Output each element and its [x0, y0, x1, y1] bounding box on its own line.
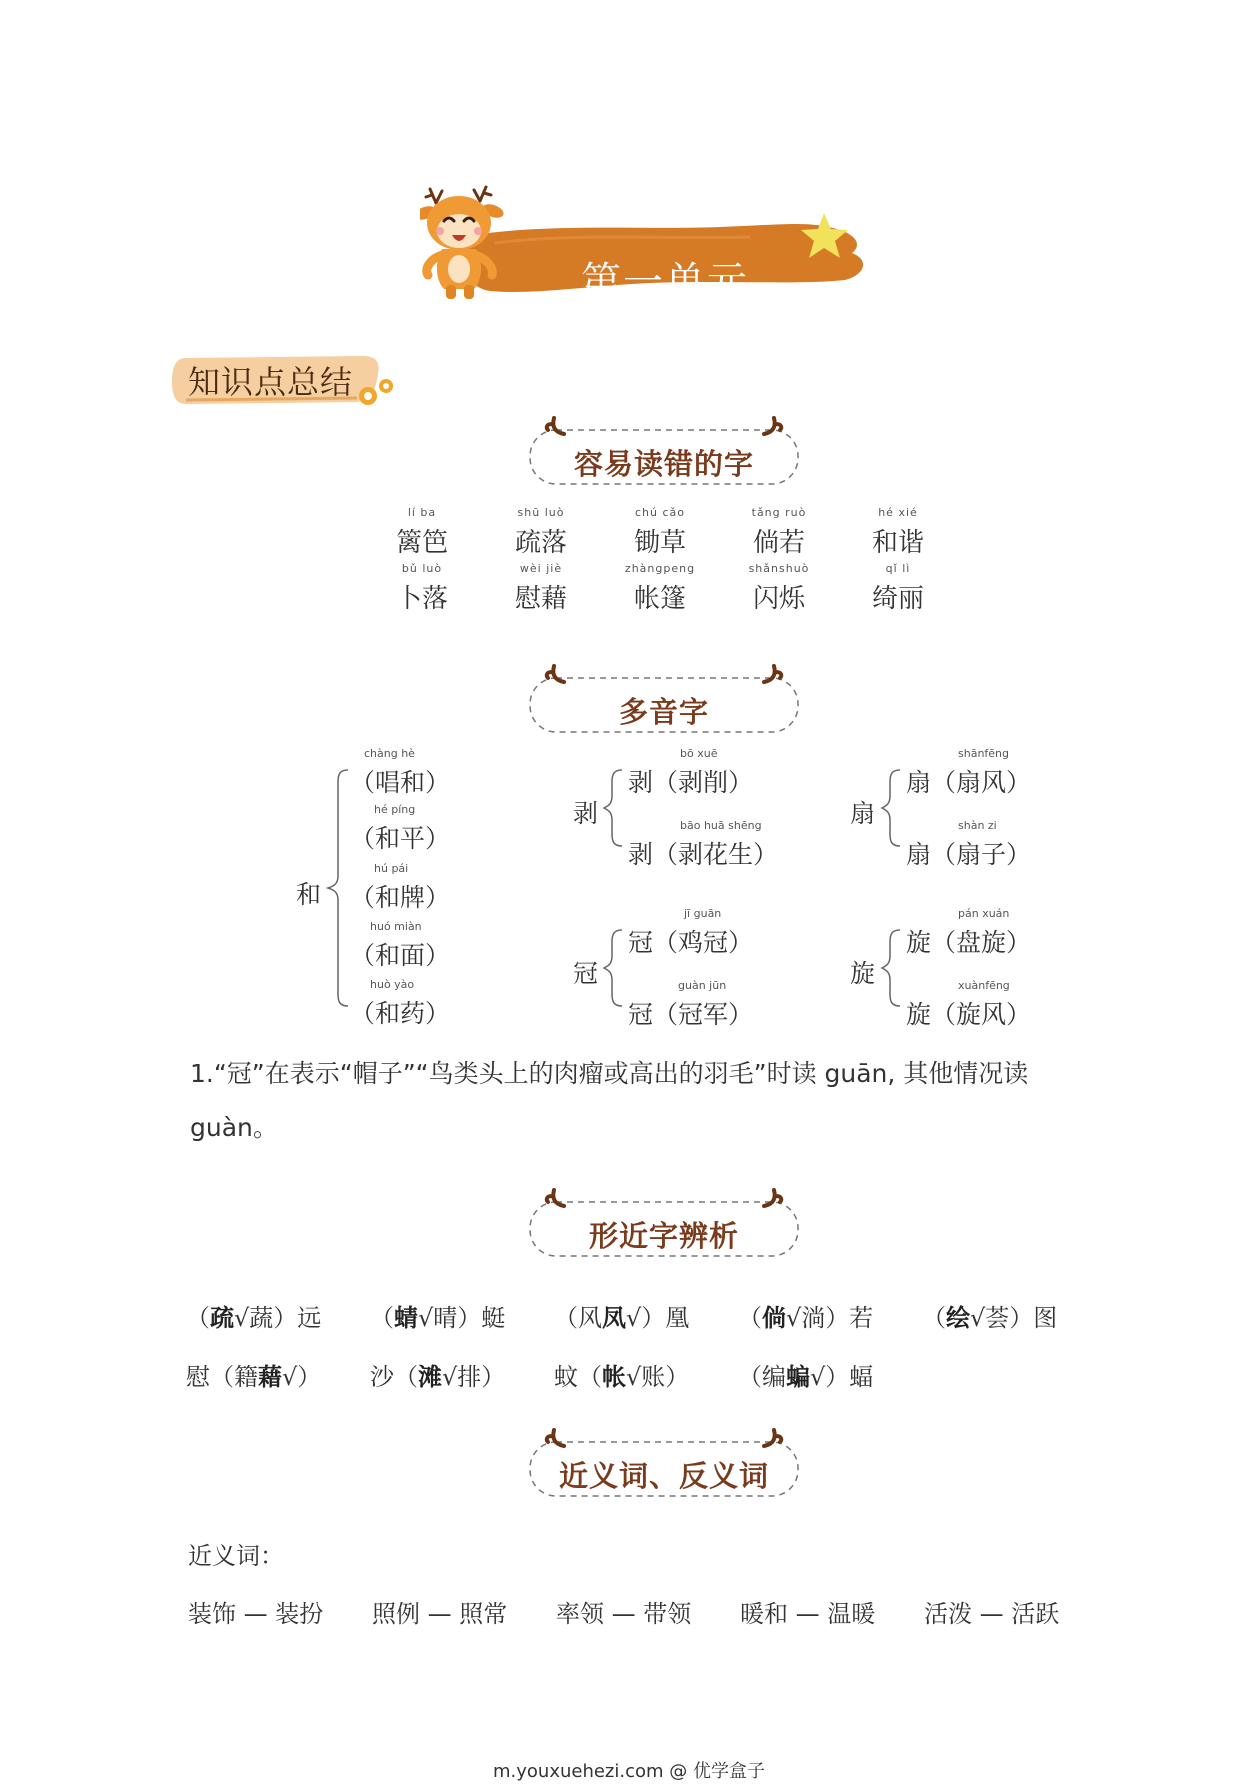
synonyms-label: 近义词： — [188, 1542, 284, 1570]
note-line-2: guàn。 — [190, 1113, 278, 1142]
polyphonic-char: 剥 — [573, 799, 599, 828]
polyphonic-char: 冠 — [573, 959, 599, 988]
similar-item: （蜻√晴）蜓 — [370, 1304, 506, 1332]
synonym-pair: 照例 — 照常 — [372, 1600, 508, 1628]
polyphonic-char: 扇 — [850, 799, 876, 828]
section-title: 近义词、反义词 — [558, 1459, 769, 1493]
footer-source: m.youxuehezi.com @ 优学盒子 — [492, 1761, 765, 1782]
pinyin-word: qǐ lì 绮丽 — [871, 562, 924, 614]
similar-item: （风凤√）凰 — [554, 1304, 690, 1332]
similar-item: （绘√荟）图 — [922, 1304, 1058, 1332]
similar-item: 慰（籍藉√） — [186, 1363, 322, 1391]
pinyin-word: lí ba 篱笆 — [395, 506, 448, 558]
pinyin-word: wèi jiè 慰藉 — [514, 562, 567, 614]
pinyin-word: bǔ luò 卜落 — [395, 562, 448, 614]
synonym-pair: 装饰 — 装扮 — [188, 1600, 324, 1628]
section-title: 容易读错的字 — [573, 447, 754, 481]
similar-item: 蚊（帐√账） — [554, 1363, 690, 1391]
similar-item: （编蝙√）蝠 — [738, 1363, 874, 1391]
pinyin-word: hé xié 和谐 — [871, 506, 924, 558]
synonym-pair: 活泼 — 活跃 — [924, 1600, 1060, 1628]
section-heading-synonyms — [528, 1424, 800, 1500]
pinyin-word: shū luò 疏落 — [514, 506, 567, 558]
pinyin-word: chú cǎo 锄草 — [633, 506, 686, 558]
knowledge-tag-label: 知识点总结 — [188, 363, 354, 401]
synonym-pair: 率领 — 带领 — [556, 1600, 692, 1628]
note-line-1: 1.“冠”在表示“帽子”“鸟类头上的肉瘤或高出的羽毛”时读 guān, 其他情况读 — [190, 1059, 1029, 1088]
similar-item: （倘√淌）若 — [738, 1304, 874, 1332]
section-title: 多音字 — [618, 695, 709, 729]
polyphonic-char: 和 — [296, 880, 322, 909]
pinyin-word: tǎng ruò 倘若 — [751, 506, 807, 558]
section-title: 形近字辨析 — [588, 1219, 739, 1253]
synonym-pair: 暖和 — 温暖 — [740, 1600, 876, 1628]
unit-title: 第一单元 — [581, 259, 749, 305]
similar-item: （疏√蔬）远 — [186, 1304, 322, 1332]
pinyin-word: zhàngpeng 帐篷 — [624, 562, 696, 614]
section-heading-similar — [528, 1184, 800, 1260]
pinyin-word: shǎnshuò 闪烁 — [748, 562, 810, 614]
similar-item: 沙（滩√排） — [370, 1363, 506, 1391]
polyphonic-char: 旋 — [850, 959, 876, 988]
